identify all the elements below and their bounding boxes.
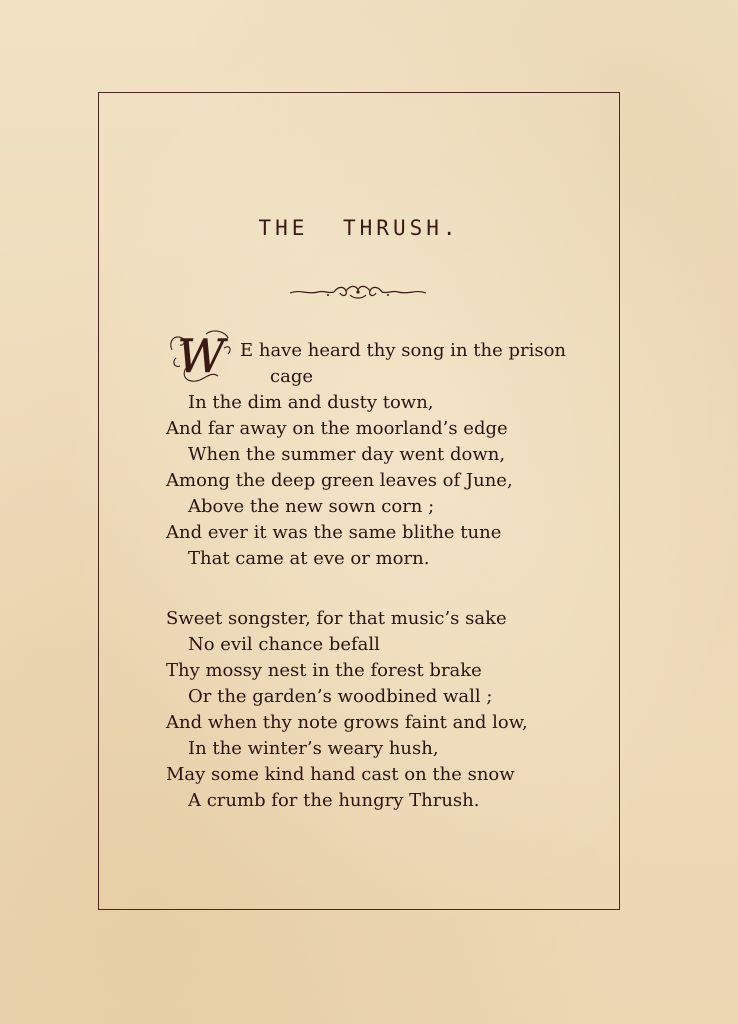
drop-cap-letter: W <box>177 329 225 383</box>
poem-line: A crumb for the hungry Thrush. <box>188 790 480 811</box>
poem-line: In the dim and dusty town, <box>188 392 434 413</box>
poem-line: Among the deep green leaves of June, <box>166 470 513 491</box>
poem-line: Thy mossy nest in the forest brake <box>166 660 482 681</box>
poem-line: cage <box>270 366 313 387</box>
poem-line: Or the garden’s woodbined wall ; <box>188 686 493 707</box>
poem-line: In the winter’s weary hush, <box>188 738 439 759</box>
poem-line: No evil chance befall <box>188 634 380 655</box>
poem-line-text: E have heard thy song in the prison <box>240 340 567 361</box>
poem-line: May some kind hand cast on the snow <box>166 764 515 785</box>
poem-line: Above the new sown corn ; <box>188 496 435 517</box>
poem-line: When the summer day went down, <box>188 444 506 465</box>
ornamental-drop-cap-w <box>166 328 236 388</box>
poem-line: That came at eve or morn. <box>188 548 430 569</box>
poem-line: And ever it was the same blithe tune <box>166 522 502 543</box>
stanza-break <box>166 572 606 606</box>
poem-body <box>166 329 606 814</box>
poem-line: And when thy note grows faint and low, <box>166 712 528 733</box>
poem-line: Sweet songster, for that music’s sake <box>166 608 507 629</box>
poem-line: And far away on the moorland’s edge <box>166 418 508 439</box>
poem-title: THE THRUSH. <box>258 216 460 240</box>
flourish-ornament-icon <box>288 283 428 301</box>
